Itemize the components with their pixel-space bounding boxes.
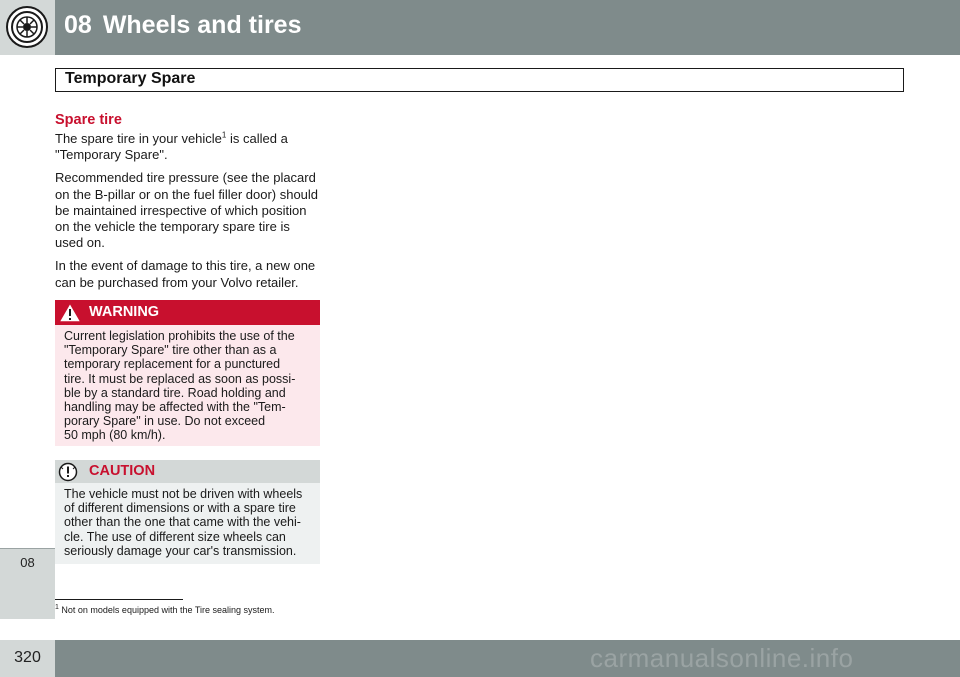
footnote — [55, 604, 275, 615]
chapter-title — [64, 11, 301, 40]
warning-box — [55, 300, 320, 446]
chapter-title-text: Wheels and tires — [102, 11, 302, 39]
section-title-box — [55, 68, 904, 92]
watermark: carmanualsonline.info — [590, 643, 854, 673]
caution-line: seriously damage your car's transmission. — [64, 543, 297, 558]
warning-line: porary Spare" in use. Do not exceed — [64, 414, 266, 429]
tire-icon — [5, 5, 49, 49]
caution-exclamation-icon — [58, 462, 78, 482]
warning-line: handling may be affected with the "Tem- — [64, 400, 286, 415]
side-tab-label: 08 — [20, 555, 35, 570]
paragraph-1 — [55, 131, 321, 163]
chapter-header — [0, 0, 960, 55]
warning-line: tire. It must be replaced as soon as possi- — [64, 371, 296, 386]
footnote-mark: 1 — [55, 604, 59, 611]
warning-line: Current legislation prohibits the use of the — [64, 329, 295, 343]
main-content — [55, 112, 321, 298]
content-heading: Spare tire — [55, 112, 122, 128]
paragraph-1-end: is called a "Temporary Spare". — [55, 131, 288, 163]
section-title: Temporary Spare — [65, 70, 196, 87]
paragraph-1-start: The spare tire in your vehicle — [55, 131, 222, 146]
warning-line: "Temporary Spare" tire other than as a — [64, 343, 277, 358]
chapter-icon-box — [0, 0, 55, 55]
paragraph-2: Recommended tire pressure (see the placard on the B-pillar or on the fuel filler door) should be maintained irrespective of which position on the vehicle the temporary spare tire is used on. — [55, 170, 319, 251]
caution-box — [55, 460, 320, 564]
chapter-side-tab[interactable] — [0, 548, 55, 619]
footnote-text: Not on models equipped with the Tire sealing system. — [58, 605, 275, 615]
chapter-number: 08 — [64, 11, 92, 39]
caution-line: cle. The use of different size wheels can — [64, 529, 286, 544]
caution-header — [55, 460, 320, 483]
warning-line: 50 mph (80 km/h). — [64, 428, 166, 443]
caution-line: other than the one that came with the vehi- — [64, 515, 301, 530]
warning-text — [64, 329, 314, 443]
caution-line: of different dimensions or with a spare tire — [64, 501, 296, 516]
caution-text — [64, 487, 314, 558]
paragraph-3: In the event of damage to this tire, a new one can be purchased from your Volvo retailer. — [55, 258, 316, 290]
caution-title: CAUTION — [89, 463, 156, 479]
page-number: 320 — [14, 649, 41, 666]
page-number-box — [0, 640, 55, 677]
warning-title: WARNING — [89, 304, 160, 320]
footnote-divider — [55, 599, 183, 600]
warning-line: temporary replacement for a punctured — [64, 357, 281, 372]
footnote-reference[interactable]: 1 — [221, 130, 227, 140]
warning-line: ble by a standard tire. Road holding and — [64, 385, 286, 400]
warning-triangle-icon — [58, 302, 82, 323]
warning-header — [55, 300, 320, 325]
caution-line: The vehicle must not be driven with wheels — [64, 487, 303, 501]
